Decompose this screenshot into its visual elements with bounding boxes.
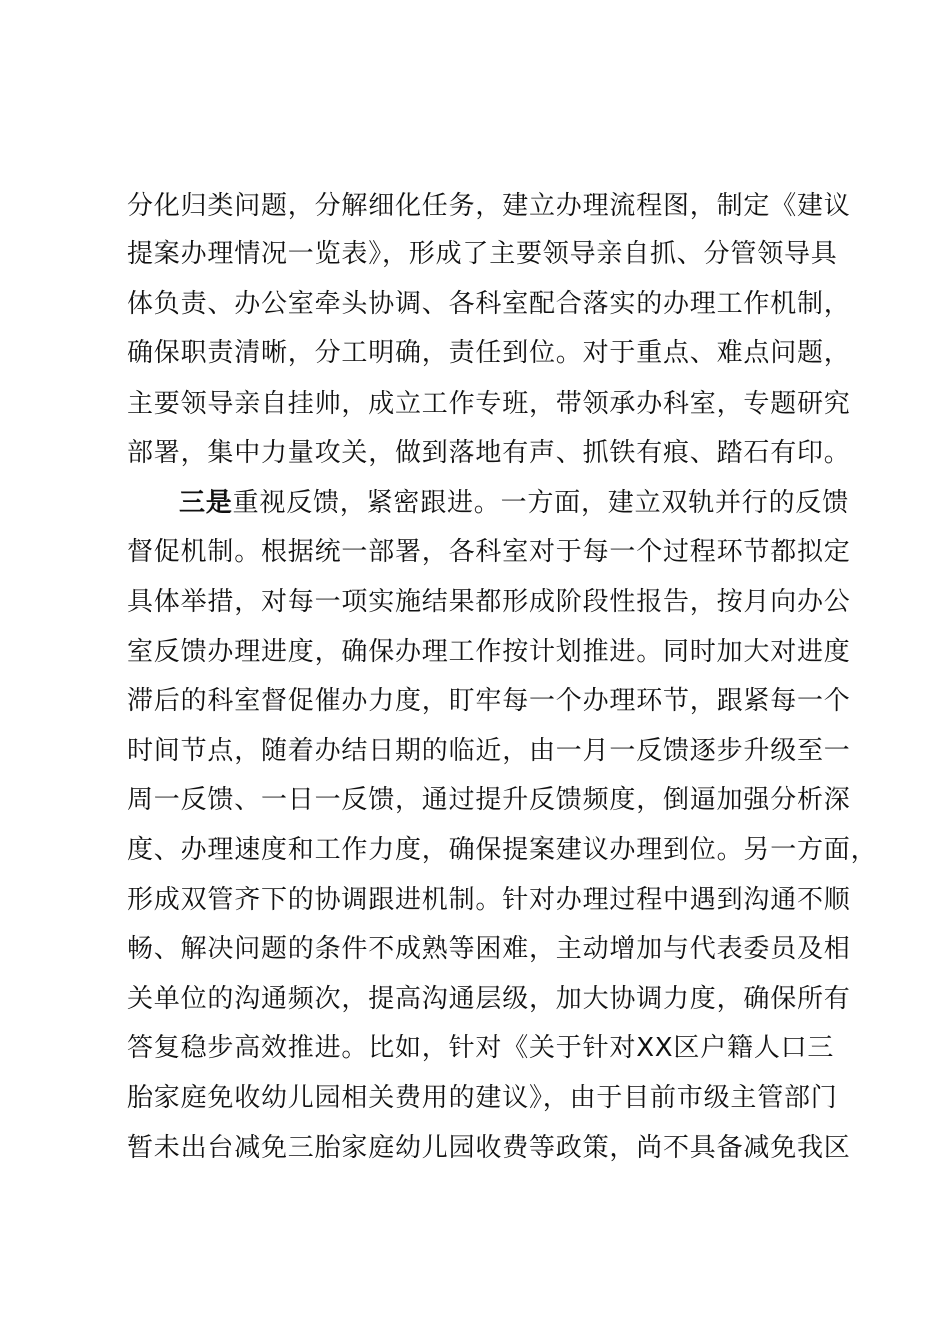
paragraph2-line-13: 胎家庭免收幼儿园相关费用的建议》，由于目前市级主管部门 [127,1083,838,1113]
paragraph2-line-12: 答复稳步高效推进。比如，针对《关于针对XX区户籍人口三 [127,1033,835,1063]
paragraph2-line-10: 畅、解决问题的条件不成熟等困难，主动增加与代表委员及相 [127,934,851,964]
paragraph1-line-1: 分化归类问题，分解细化任务，建立办理流程图，制定《建议 [127,191,851,221]
paragraph2-first-line [179,483,899,523]
paragraph2-line-8: 度、办理速度和工作力度，确保提案建议办理到位。另一方面， [127,835,878,865]
paragraph2-line-4: 室反馈办理进度，确保办理工作按计划推进。同时加大对进度 [127,637,851,667]
paragraph1-line-6: 部署，集中力量攻关，做到落地有声、抓铁有痕、踏石有印。 [127,438,851,468]
paragraph2-line-3: 具体举措，对每一项实施结果都形成阶段性报告，按月向办公 [127,587,851,617]
paragraph2-line-2: 督促机制。根据统一部署，各科室对于每一个过程环节都拟定 [127,537,851,567]
paragraph2-line-5: 滞后的科室督促催办力度，盯牢每一个办理环节，跟紧每一个 [127,686,851,716]
paragraph2-lead: 三是 [179,488,233,518]
paragraph1-line-5: 主要领导亲自挂帅，成立工作专班，带领承办科室，专题研究 [127,389,851,419]
paragraph2-line-9: 形成双管齐下的协调跟进机制。针对办理过程中遇到沟通不顺 [127,885,851,915]
paragraph1-line-4: 确保职责清晰，分工明确，责任到位。对于重点、难点问题， [127,338,851,368]
paragraph2-line-14: 暂未出台减免三胎家庭幼儿园收费等政策，尚不具备减免我区 [127,1133,851,1163]
paragraph2-line-11: 关单位的沟通频次，提高沟通层级，加大协调力度，确保所有 [127,984,851,1014]
paragraph1-line-2: 提案办理情况一览表》，形成了主要领导亲自抓、分管领导具 [127,239,838,269]
paragraph1-line-3: 体负责、办公室牵头协调、各科室配合落实的办理工作机制， [127,289,851,319]
paragraph2-line-7: 周一反馈、一日一反馈，通过提升反馈频度，倒逼加强分析深 [127,785,851,815]
paragraph2-line-6: 时间节点，随着办结日期的临近，由一月一反馈逐步升级至一 [127,736,851,766]
paragraph2-first-line-text: 重视反馈，紧密跟进。一方面，建立双轨并行的反馈 [232,488,850,518]
